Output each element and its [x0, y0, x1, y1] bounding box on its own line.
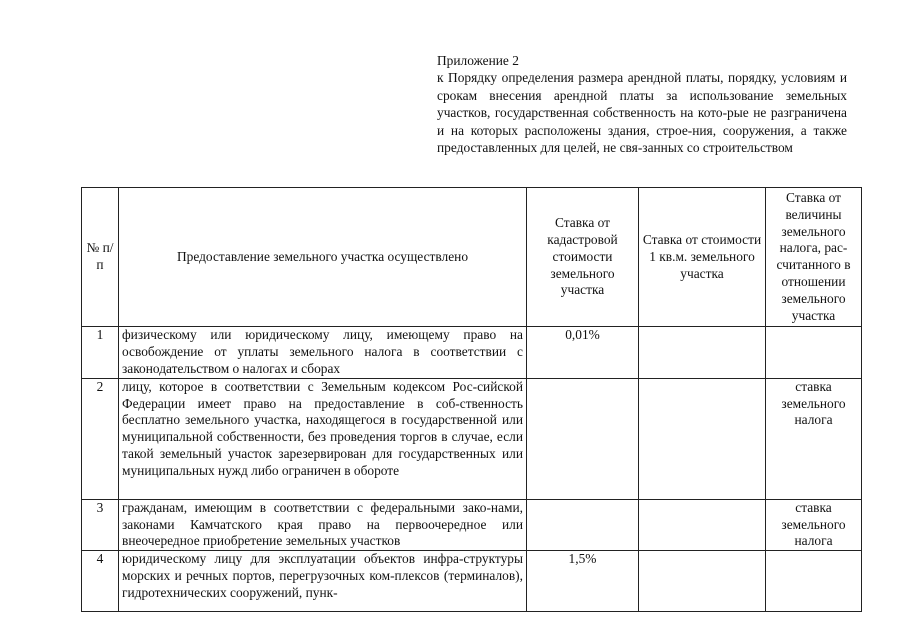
row-provision: физическому или юридическому лицу, имеющему право на освобождение от уплаты земельного налога в соответствии с законодательством о налогах и сборах — [119, 327, 527, 378]
row-num: 4 — [82, 551, 119, 612]
header-sqm-rate: Ставка от стоимости 1 кв.м. земельного участка — [639, 188, 766, 327]
row-provision: лицу, которое в соответствии с Земельным кодексом Рос-сийской Федерации имеет право на предоставление в соб-ственность бесплатно земельного участка, находящегося в государственной или муниципальной собственности, без проведения торгов в случае, если такой земельный участок зарезервирован для государственных или муниципальных нужд либо ограничен в обороте — [119, 378, 527, 499]
header-num: № п/п — [82, 188, 119, 327]
annex-subtitle: к Порядку определения размера арендной платы, порядку, условиям и срокам внесения арендной платы за использование земельных участков, государственная собственность на кото-рые не разграничена и на которых расположены здания, строе-ния, сооружения, а также предоставленных для целей, не свя-занных со строительством — [437, 70, 847, 156]
row-tax-rate: ставка земельного налога — [766, 378, 862, 499]
table-header-row — [82, 188, 862, 327]
header-tax-rate: Ставка от величины земельного налога, рас-считанного в отношении земельного участка — [766, 188, 862, 327]
table-row — [82, 327, 862, 378]
table-row — [82, 499, 862, 550]
row-sqm-rate — [639, 551, 766, 612]
row-sqm-rate — [639, 327, 766, 378]
annex-heading — [437, 52, 847, 156]
row-cadastral-rate: 0,01% — [527, 327, 639, 378]
rent-rates-table — [81, 187, 862, 612]
annex-title: Приложение 2 — [437, 53, 519, 68]
row-provision: гражданам, имеющим в соответствии с федеральными зако-нами, законами Камчатского края право на первоочередное или внеочередное приобретение земельных участков — [119, 499, 527, 550]
row-cadastral-rate — [527, 499, 639, 550]
row-tax-rate — [766, 551, 862, 612]
header-cadastral-rate: Ставка от кадастровой стоимости земельного участка — [527, 188, 639, 327]
table-row — [82, 378, 862, 499]
row-provision: юридическому лицу для эксплуатации объектов инфра-структуры морских и речных портов, перегрузочных ком-плексов (терминалов), гидротехнических сооружений, пунк- — [119, 551, 527, 612]
row-num: 2 — [82, 378, 119, 499]
table-row — [82, 551, 862, 612]
row-tax-rate — [766, 327, 862, 378]
row-cadastral-rate: 1,5% — [527, 551, 639, 612]
header-provision: Предоставление земельного участка осуществлено — [119, 188, 527, 327]
row-tax-rate: ставка земельного налога — [766, 499, 862, 550]
row-num: 3 — [82, 499, 119, 550]
row-sqm-rate — [639, 378, 766, 499]
row-cadastral-rate — [527, 378, 639, 499]
row-num: 1 — [82, 327, 119, 378]
row-sqm-rate — [639, 499, 766, 550]
